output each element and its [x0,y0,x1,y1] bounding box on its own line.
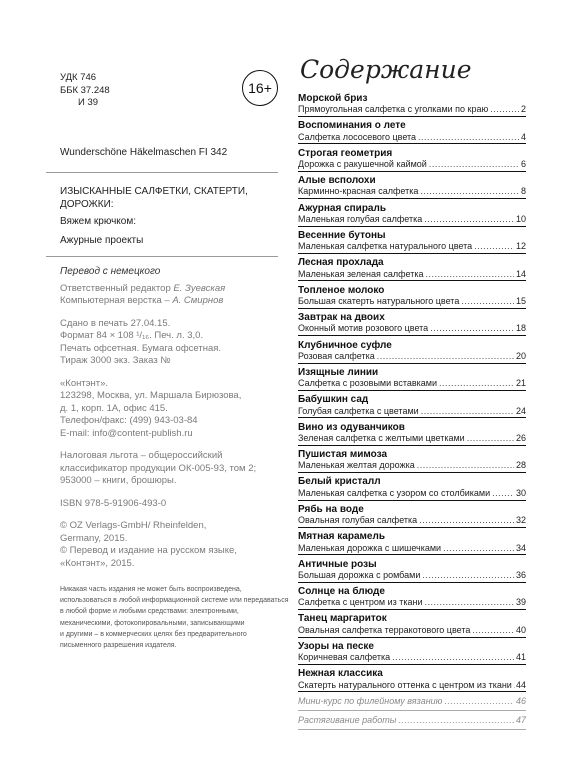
original-title: Wunderschöne Häkelmaschen FI 342 [60,146,228,158]
isbn: ISBN 978-5-91906-493-0 [60,497,167,509]
toc-entry-desc: Большая дорожка с ромбами [298,569,421,580]
leader-dots [424,214,514,225]
toc-entry-name: Топленое молоко [298,284,385,296]
toc-entry-desc: Маленькая салфетка с узором со столбиками [298,487,491,498]
toc-entry-desc: Дорожка с ракушечной каймой [298,159,427,170]
toc-entry[interactable] [298,422,526,446]
print-info-line: Тираж 3000 экз. Заказ № [60,355,171,366]
legal-notice [60,584,289,651]
toc-entry-page: 18 [515,323,526,334]
toc-entry[interactable] [298,613,526,637]
toc-entry-name: Воспоминания о лете [298,120,406,132]
toc-entry-line [298,132,526,145]
book-subtitle: Вяжем крючком: [60,215,137,227]
toc-entry-desc: Салфетка с розовыми вставками [298,378,437,389]
toc-entry-page: 8 [520,186,526,197]
copyright [60,520,278,570]
tax-line: классификатор продукции ОК-005-93, том 2; [60,462,257,474]
toc-entry-name: Клубничное суфле [298,339,392,351]
toc-entry-line [298,406,526,419]
leader-dots [392,652,514,663]
book-subtitle: Ажурные проекты [60,234,144,246]
toc-entry-desc: Розовая салфетка [298,350,375,361]
toc-entry-page: 10 [515,213,526,224]
book-title-line: ДОРОЖКИ: [60,198,114,210]
toc-extra-label: Растягивание работы [298,715,397,726]
toc-entry[interactable] [298,367,526,391]
leader-dots [439,378,514,389]
toc-entry-desc: Маленькая зеленая салфетка [298,268,424,279]
toc-entry-page: 40 [515,624,526,635]
toc-entry-name: Рябь на воде [298,503,364,515]
toc-entry[interactable] [298,394,526,418]
leader-dots [490,104,519,115]
book-title [60,185,278,211]
toc-entry-line [298,104,526,117]
toc-entry[interactable] [298,641,526,665]
toc-entry-name: Танец маргариток [298,613,387,625]
leader-dots [443,543,514,554]
toc-entry-desc: Зеленая салфетка с желтыми цветками [298,432,465,443]
toc-entry-page: 39 [515,597,526,608]
leader-dots [420,186,519,197]
toc-entry-desc: Овальная голубая салфетка [298,515,418,526]
print-info-line: Сдано в печать 27.04.15. [60,317,171,329]
divider [46,172,278,173]
toc-entry[interactable] [298,120,526,144]
toc-entry-name: Морской бриз [298,93,368,104]
copyright-line: «Контэнт», 2015. [60,557,135,569]
toc-entry-line [298,652,526,665]
imprint-column [46,72,289,651]
toc-entry-name: Белый кристалл [298,476,381,488]
legal-line: в любой форме и любыми средствами: электронными, [60,608,239,616]
toc-entry-line [298,241,526,254]
toc-entry-line [298,214,526,227]
toc-entry[interactable] [298,668,526,692]
credits [60,283,278,308]
toc-entry-desc: Большая скатерть натурального цвета [298,296,460,307]
legal-line: Никакая часть издания не может быть воспроизведена, [60,586,242,593]
publisher-line: E-mail: info@content-publish.ru [60,427,193,439]
author-mark-line: И 39 [78,97,99,108]
toc-entry[interactable] [298,504,526,528]
toc-entry-desc: Карминно-красная салфетка [298,186,419,197]
toc-entry-page: 24 [515,405,526,416]
toc-entry-name: Вино из одуванчиков [298,421,405,433]
toc-entry-line [298,460,526,473]
leader-dots [474,241,514,252]
copyright-line: © Перевод и издание на русском языке, [60,545,237,556]
toc-entry-desc: Голубая салфетка с цветами [298,405,419,416]
toc-entry-desc: Салфетка с центром из ткани [298,597,423,608]
toc-entry-desc: Прямоугольная салфетка с уголками по краю [298,104,489,115]
publisher-line: «Контэнт». [60,377,109,389]
toc-extra-entry[interactable] [298,696,526,711]
leader-dots [425,597,514,608]
print-info-line: Формат 84 × 108 ¹/₁₆. Печ. л. 3,0. [60,330,204,341]
toc-entry-name: Бабушкин сад [298,394,369,406]
leader-dots [492,488,514,499]
tax-info [60,450,278,488]
toc-entry-line [298,515,526,528]
toc-entry-name: Нежная классика [298,668,383,680]
toc-entry-desc: Маленькая салфетка натурального цвета [298,241,473,252]
publisher-info [60,378,278,441]
toc-entry[interactable] [298,148,526,172]
toc-entry[interactable] [298,531,526,555]
toc-entry-page: 4 [520,131,526,142]
toc-entry-desc: Маленькая желтая дорожка [298,460,415,471]
toc-entry-line [298,543,526,556]
toc-entry-page: 12 [515,241,526,252]
toc-entry-line [298,680,526,693]
legal-line: письменного разрешения издателя. [60,642,177,650]
toc-entry-desc: Коричневая салфетка [298,652,391,663]
toc-entry[interactable] [298,175,526,199]
toc-entry-page: 15 [515,296,526,307]
toc-entry-name: Античные розы [298,558,377,570]
leader-dots [444,696,514,707]
legal-line: использоваться в любой информационной системе или передаваться [60,597,289,605]
toc-extra-page: 47 [515,715,526,726]
toc-entry-page: 20 [515,350,526,361]
toc-entry[interactable] [298,257,526,281]
leader-dots [417,460,514,471]
leader-dots [421,406,514,417]
toc-list [298,93,526,692]
tax-line: 953000 – книги, брошюры. [60,475,177,486]
toc-entry-page: 36 [515,569,526,580]
leader-dots [472,625,514,636]
toc-entry-name: Лесная прохлада [298,257,384,269]
toc-entry-desc: Маленькая дорожка с шишечками [298,542,442,553]
toc-entry-line [298,323,526,336]
leader-dots [426,269,514,280]
toc-entry-name: Узоры на песке [298,640,374,652]
toc-entry-line [298,625,526,638]
toc-entry-line [298,159,526,172]
toc-entry[interactable] [298,586,526,610]
toc-extra-page: 46 [515,696,526,707]
legal-line: и другими – в коммерческих целях без предварительного [60,630,247,638]
toc-entry-name: Мятная карамель [298,531,385,543]
toc-entry-line [298,570,526,583]
toc-entry[interactable] [298,449,526,473]
toc-entry-name: Солнце на блюде [298,586,385,598]
toc-entry-line [298,488,526,501]
toc-entry-page: 26 [515,432,526,443]
publisher-line: 123298, Москва, ул. Маршала Бирюзова, [60,390,242,401]
toc-entry-name: Строгая геометрия [298,147,393,159]
toc-entry-page: 28 [515,460,526,471]
toc-entry-desc: Скатерть натурального оттенка с центром из ткани [298,679,512,690]
toc-entry[interactable] [298,230,526,254]
toc-entry-name: Пушистая мимоза [298,449,388,461]
divider [46,256,278,257]
leader-dots [430,323,514,334]
toc-entry-page: 21 [515,378,526,389]
leader-dots [377,351,514,362]
toc-title: Содержание [300,55,472,84]
toc-entry-line [298,186,526,199]
publisher-line: Телефон/факс: (499) 943-03-84 [60,415,198,426]
leader-dots [418,132,519,143]
toc-entry-page: 41 [515,652,526,663]
toc-entry-desc: Маленькая голубая салфетка [298,213,423,224]
print-info-line: Печать офсетная. Бумага офсетная. [60,342,222,354]
toc-entry-page: 2 [520,104,526,115]
toc-entry-name: Ажурная спираль [298,202,386,214]
toc-entry-page: 32 [515,515,526,526]
toc-extra-entry[interactable] [298,715,526,730]
toc-entry-line [298,597,526,610]
legal-line: механическими, фотокопировальными, записывающими [60,619,245,627]
toc-entry-page: 6 [520,159,526,170]
bbk-line: ББК 37.248 [60,84,110,96]
leader-dots [398,715,514,726]
toc-entry-name: Завтрак на двоих [298,312,385,324]
toc-entry-name: Изящные линии [298,366,379,378]
translation-note: Перевод с немецкого [60,265,161,277]
copyright-line: Germany, 2015. [60,532,128,544]
book-title-line: ИЗЫСКАННЫЕ САЛФЕТКИ, СКАТЕРТИ, [60,185,248,197]
leader-dots [467,433,514,444]
toc-entry-line [298,351,526,364]
toc-entry[interactable] [298,559,526,583]
toc-entry-line [298,296,526,309]
toc-entry[interactable] [298,285,526,309]
copyright-line: © OZ Verlags-GmbH/ Rheinfelden, [60,520,207,531]
toc-entry-line [298,378,526,391]
print-info [60,318,278,368]
leader-dots [419,515,514,526]
toc-entry[interactable] [298,203,526,227]
toc-entry-name: Весенние бутоны [298,229,386,241]
editor-line: Ответственный редактор Е. Зуевская [60,282,226,294]
layout-line: Компьютерная верстка – А. Смирнов [60,295,224,306]
leader-dots [461,296,514,307]
age-rating-badge: 16+ [242,70,278,106]
toc-entry[interactable] [298,476,526,500]
toc-entry-page: 14 [515,268,526,279]
toc-entry-desc: Салфетка лососевого цвета [298,131,417,142]
toc-entry-page: 30 [515,487,526,498]
toc-entry-line [298,433,526,446]
toc-extra-label: Мини-курс по филейному вязанию [298,696,443,707]
tax-line: Налоговая льгота – общероссийский [60,450,223,461]
leader-dots [429,159,519,170]
toc-entry-desc: Оконный мотив розового цвета [298,323,429,334]
toc-entry-page: 34 [515,542,526,553]
toc-entry-page: 44 [515,679,526,690]
toc-extras [298,696,526,730]
leader-dots [422,570,514,581]
toc-entry-desc: Овальная салфетка терракотового цвета [298,624,471,635]
udk-line: УДК 746 [60,72,97,83]
table-of-contents [298,55,526,730]
toc-entry[interactable] [298,340,526,364]
publisher-line: д. 1, корп. 1А, офис 415. [60,402,168,414]
toc-entry[interactable] [298,312,526,336]
toc-entry-line [298,269,526,282]
toc-entry[interactable] [298,93,526,117]
toc-entry-name: Алые всполохи [298,175,376,187]
